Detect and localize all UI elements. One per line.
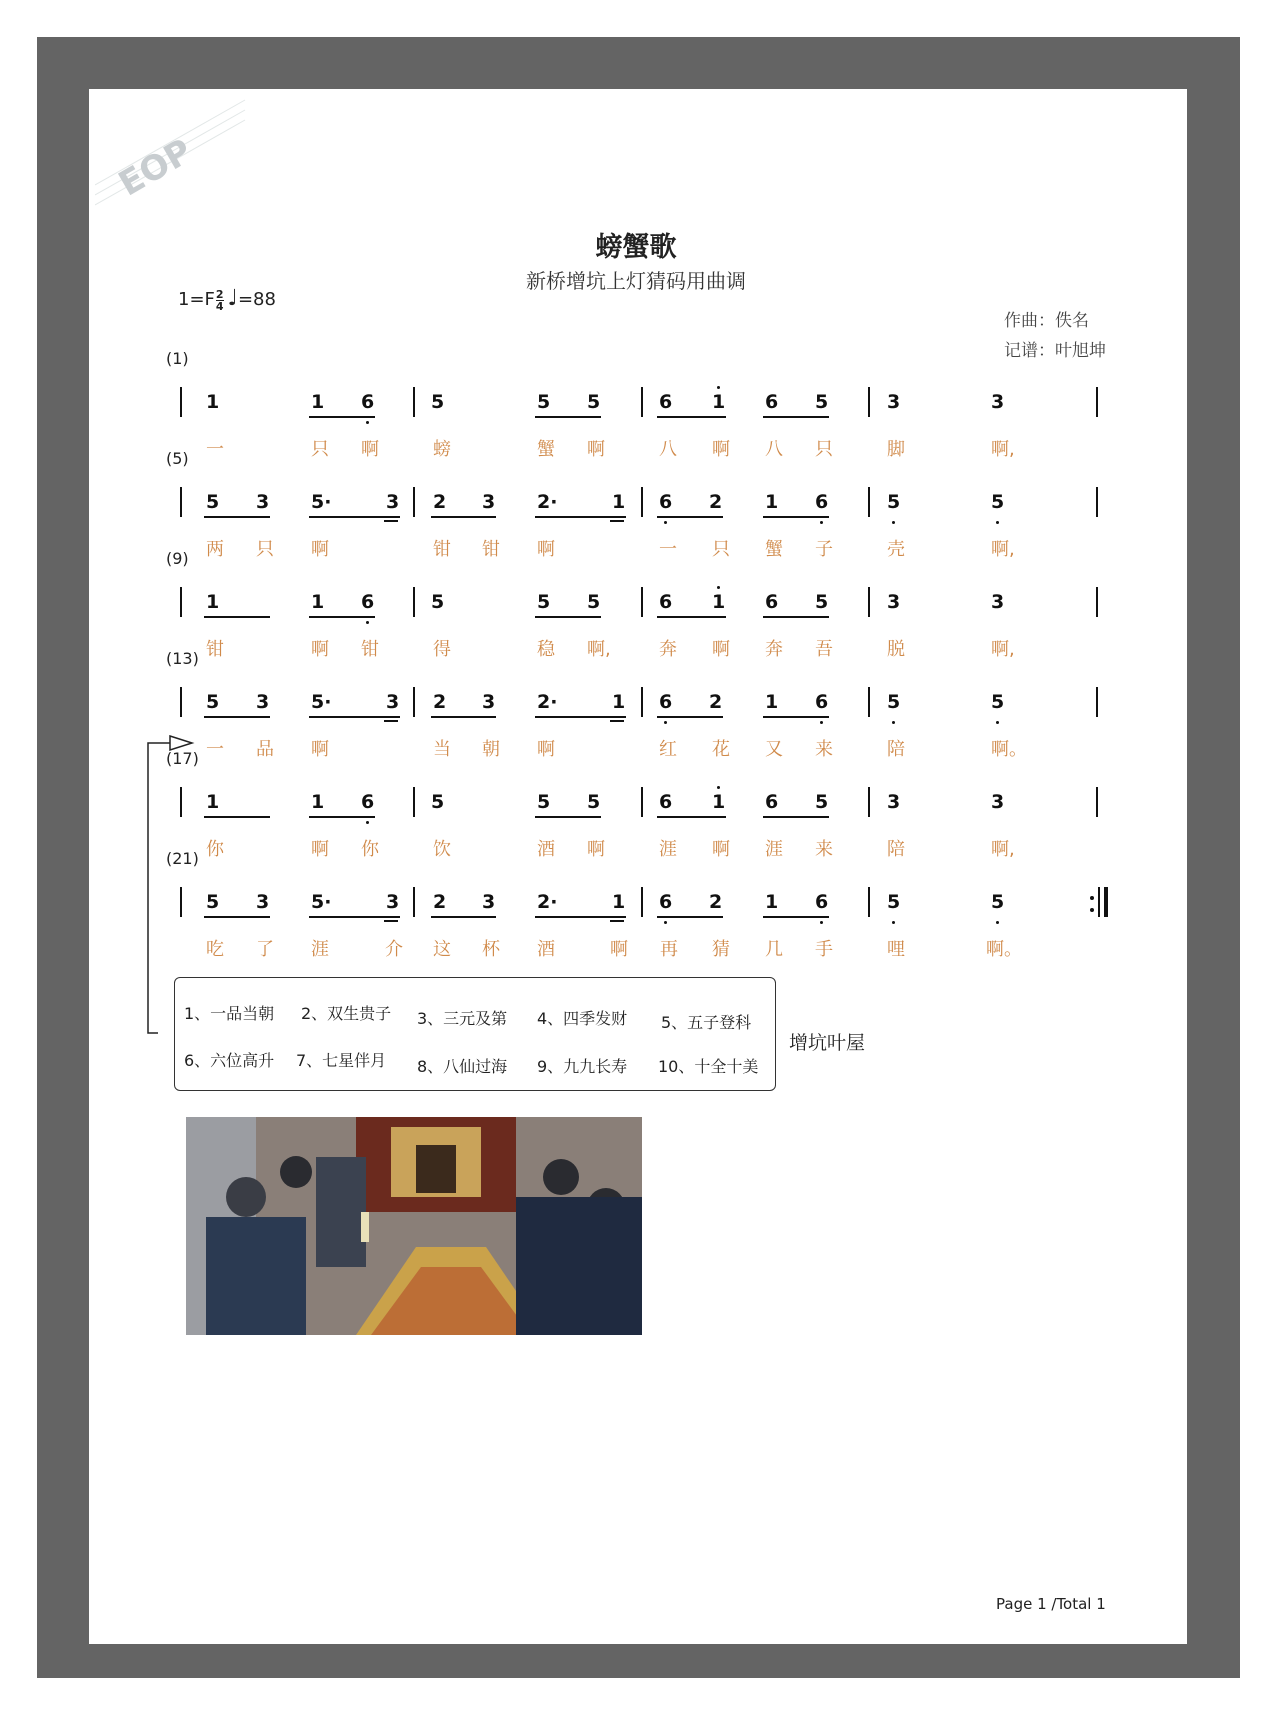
- note: 6: [659, 391, 673, 413]
- note: 3: [482, 691, 496, 713]
- bar-line: [413, 587, 415, 617]
- note: 2: [709, 691, 723, 713]
- lyric-char: 子: [815, 539, 833, 560]
- song-subtitle: 新桥增坑上灯猜码用曲调: [526, 269, 746, 293]
- note: 5: [206, 691, 220, 713]
- guessing-term: 7、七星伴月: [296, 1051, 387, 1070]
- octave-dot-low: [996, 921, 999, 924]
- note: 1: [712, 791, 726, 813]
- lyric-char: 只: [815, 439, 833, 460]
- lyric-char: 了: [256, 939, 274, 960]
- note: 2·: [537, 691, 558, 713]
- note: 5: [537, 791, 551, 813]
- lyric-char: 钳: [433, 539, 451, 560]
- guessing-term: 9、九九长寿: [537, 1057, 628, 1076]
- lyric-char: 再: [660, 939, 678, 960]
- bar-line: [641, 387, 643, 417]
- guessing-term: 4、四季发财: [537, 1009, 628, 1028]
- lyric-char: 啊: [537, 739, 555, 760]
- song-title: 螃蟹歌: [595, 232, 677, 263]
- note: 3: [887, 391, 901, 413]
- beam-line-double: [384, 720, 398, 722]
- note: 3: [887, 791, 901, 813]
- lyric-char: 啊。: [991, 739, 1027, 760]
- note: 5: [587, 391, 601, 413]
- note: 5: [815, 791, 829, 813]
- lyric-char: 吃: [206, 939, 224, 960]
- octave-dot-low: [892, 721, 895, 724]
- page-indicator: Page 1 /Total 1: [996, 1595, 1106, 1613]
- lyric-char: 红: [659, 739, 677, 760]
- note: 2: [709, 891, 723, 913]
- note: 5: [887, 891, 901, 913]
- note: 5: [587, 591, 601, 613]
- guessing-term: 10、十全十美: [658, 1057, 759, 1076]
- note: 5: [537, 391, 551, 413]
- lyric-char: 陪: [887, 739, 905, 760]
- beam-line: [431, 916, 496, 918]
- beam-line: [657, 516, 723, 518]
- note: 5: [431, 391, 445, 413]
- measure-number: (13): [166, 649, 199, 668]
- note: 5: [991, 491, 1005, 513]
- bar-line: [413, 487, 415, 517]
- note: 6: [659, 691, 673, 713]
- beam-line: [535, 516, 626, 518]
- beam-line: [204, 616, 270, 618]
- note: 2: [433, 891, 447, 913]
- lyric-char: 啊: [712, 839, 730, 860]
- lyric-char: 奔: [659, 639, 677, 660]
- note: 5: [887, 691, 901, 713]
- lyric-char: 一: [659, 539, 677, 560]
- note: 3: [887, 591, 901, 613]
- lyric-char: 手: [815, 939, 833, 960]
- beam-line: [657, 416, 726, 418]
- octave-dot-low: [366, 621, 369, 624]
- bar-line: [641, 587, 643, 617]
- bar-line: [868, 487, 870, 517]
- lyric-char: 奔: [765, 639, 783, 660]
- beam-line: [431, 516, 496, 518]
- lyric-char: 啊: [712, 639, 730, 660]
- note: 1: [765, 891, 779, 913]
- note: 5: [991, 891, 1005, 913]
- eop-watermark-icon: [95, 90, 255, 220]
- note: 5: [815, 591, 829, 613]
- note: 5: [206, 491, 220, 513]
- transcriber: 记谱：叶旭坤: [1004, 341, 1106, 361]
- note: 2·: [537, 491, 558, 513]
- note: 3: [386, 891, 400, 913]
- tempo-value: =88: [237, 289, 276, 310]
- beam-line-double: [610, 920, 624, 922]
- beam-line: [204, 716, 270, 718]
- note: 2: [709, 491, 723, 513]
- guessing-term: 1、一品当朝: [184, 1004, 275, 1023]
- lyric-char: 吾: [815, 639, 833, 660]
- note: 1: [206, 391, 220, 413]
- note: 5: [587, 791, 601, 813]
- note: 6: [815, 491, 829, 513]
- octave-dot-low: [996, 521, 999, 524]
- lyric-char: 酒: [537, 939, 555, 960]
- repeat-dot: [1090, 908, 1094, 912]
- bar-line: [1096, 487, 1098, 517]
- bar-line: [180, 587, 182, 617]
- octave-dot-low: [820, 521, 823, 524]
- beam-line: [657, 816, 726, 818]
- lyric-char: 花: [712, 739, 730, 760]
- festival-photo: [186, 1117, 642, 1335]
- octave-dot-high: [717, 386, 720, 389]
- time-signature: [216, 289, 224, 312]
- beam-line: [763, 716, 829, 718]
- note: 6: [765, 391, 779, 413]
- note: 1: [712, 391, 726, 413]
- lyric-char: 你: [361, 839, 379, 860]
- lyric-char: 钳: [482, 539, 500, 560]
- beam-line: [535, 816, 601, 818]
- lyric-char: 哩: [887, 939, 905, 960]
- note: 1: [612, 891, 626, 913]
- note: 6: [659, 491, 673, 513]
- note: 6: [815, 691, 829, 713]
- bar-line: [641, 887, 643, 917]
- lyric-char: 杯: [482, 939, 500, 960]
- note: 1: [206, 591, 220, 613]
- lyric-char: 钳: [361, 639, 379, 660]
- note: 5·: [311, 491, 332, 513]
- note: 1: [311, 391, 325, 413]
- lyric-char: 一: [206, 739, 224, 760]
- measure-number: (5): [166, 449, 189, 468]
- note: 3: [256, 891, 270, 913]
- note: 2·: [537, 891, 558, 913]
- lyric-char: 当: [433, 739, 451, 760]
- beam-line: [763, 516, 829, 518]
- note: 3: [256, 691, 270, 713]
- note: 1: [712, 591, 726, 613]
- bar-line: [180, 487, 182, 517]
- village-label: 增坑叶屋: [789, 1032, 866, 1054]
- note: 6: [659, 891, 673, 913]
- note: 6: [815, 891, 829, 913]
- lyric-char: 稳: [537, 639, 555, 660]
- lyric-char: 啊,: [991, 539, 1015, 560]
- note: 5: [537, 591, 551, 613]
- guessing-term: 2、双生贵子: [301, 1004, 392, 1023]
- lyric-char: 啊: [610, 939, 628, 960]
- watermark-text: EOP: [112, 131, 199, 205]
- note: 5: [887, 491, 901, 513]
- lyric-char: 脱: [887, 639, 905, 660]
- lyric-char: 啊: [712, 439, 730, 460]
- lyric-char: 涯: [659, 839, 677, 860]
- note: 6: [659, 591, 673, 613]
- beam-line: [309, 816, 375, 818]
- lyric-char: 又: [765, 739, 783, 760]
- beam-line: [309, 716, 400, 718]
- octave-dot-low: [366, 421, 369, 424]
- note: 1: [311, 591, 325, 613]
- guessing-terms-box: [174, 977, 776, 1091]
- note: 3: [386, 691, 400, 713]
- note: 2: [433, 491, 447, 513]
- beam-line-double: [384, 520, 398, 522]
- beam-line-double: [610, 720, 624, 722]
- beam-line: [431, 716, 496, 718]
- bar-line: [413, 387, 415, 417]
- bar-line: [180, 687, 182, 717]
- octave-dot-low: [366, 821, 369, 824]
- octave-dot-low: [664, 921, 667, 924]
- note: 6: [361, 791, 375, 813]
- bar-line: [413, 787, 415, 817]
- bar-line: [1096, 587, 1098, 617]
- beam-line: [309, 516, 400, 518]
- lyric-char: 饮: [433, 839, 451, 860]
- beam-line: [763, 816, 829, 818]
- note: 6: [361, 391, 375, 413]
- note: 6: [765, 791, 779, 813]
- quarter-note-icon: ♩: [227, 286, 238, 311]
- note: 1: [206, 791, 220, 813]
- beam-line: [535, 616, 601, 618]
- bar-line: [868, 587, 870, 617]
- bar-line: [868, 887, 870, 917]
- beam-line: [535, 916, 626, 918]
- note: 6: [361, 591, 375, 613]
- lyric-char: 啊: [311, 739, 329, 760]
- lyric-char: 几: [765, 939, 783, 960]
- lyric-char: 螃: [433, 439, 451, 460]
- note: 1: [311, 791, 325, 813]
- lyric-char: 啊,: [587, 639, 611, 660]
- guessing-term: 3、三元及第: [417, 1009, 508, 1028]
- guessing-term: 8、八仙过海: [417, 1057, 508, 1076]
- bar-line: [641, 687, 643, 717]
- lyric-char: 品: [256, 739, 274, 760]
- lyric-char: 介: [385, 939, 403, 960]
- note: 1: [765, 491, 779, 513]
- note: 6: [765, 591, 779, 613]
- beam-line: [763, 416, 829, 418]
- lyric-char: 只: [311, 439, 329, 460]
- lyric-char: 得: [433, 639, 451, 660]
- octave-dot-low: [664, 521, 667, 524]
- lyric-char: 啊: [311, 639, 329, 660]
- note: 5·: [311, 691, 332, 713]
- octave-dot-low: [996, 721, 999, 724]
- lyric-char: 啊,: [991, 839, 1015, 860]
- measure-number: (9): [166, 549, 189, 568]
- lyric-char: 猜: [712, 939, 730, 960]
- repeat-dot: [1090, 896, 1094, 900]
- lyric-char: 一: [206, 439, 224, 460]
- lyric-char: 壳: [887, 539, 905, 560]
- lyric-char: 蟹: [765, 539, 783, 560]
- note: 5: [206, 891, 220, 913]
- beam-line: [763, 916, 829, 918]
- bar-line: [180, 387, 182, 417]
- lyric-char: 陪: [887, 839, 905, 860]
- lyric-char: 蟹: [537, 439, 555, 460]
- lyric-char: 来: [815, 839, 833, 860]
- octave-dot-low: [892, 921, 895, 924]
- lyric-char: 啊: [311, 839, 329, 860]
- beam-line: [204, 516, 270, 518]
- note: 5: [431, 791, 445, 813]
- measure-number: (17): [166, 749, 199, 768]
- octave-dot-low: [664, 721, 667, 724]
- beam-line: [657, 616, 726, 618]
- bar-line: [868, 687, 870, 717]
- octave-dot-high: [717, 786, 720, 789]
- beam-line: [309, 916, 400, 918]
- lyric-char: 朝: [482, 739, 500, 760]
- lyric-char: 只: [256, 539, 274, 560]
- note: 5·: [311, 891, 332, 913]
- note: 3: [991, 391, 1005, 413]
- beam-line: [657, 716, 723, 718]
- bar-line: [1096, 687, 1098, 717]
- lyric-char: 脚: [887, 439, 905, 460]
- beam-line: [309, 616, 375, 618]
- beam-line-double: [610, 520, 624, 522]
- note: 5: [991, 691, 1005, 713]
- lyric-char: 啊: [537, 539, 555, 560]
- note: 2: [433, 691, 447, 713]
- key-signature: 1=F: [178, 289, 215, 310]
- note: 5: [815, 391, 829, 413]
- lyric-char: 啊,: [991, 439, 1015, 460]
- composer: 作曲：佚名: [1004, 311, 1089, 331]
- octave-dot-low: [892, 521, 895, 524]
- lyric-char: 八: [765, 439, 783, 460]
- guessing-term: 6、六位高升: [184, 1051, 275, 1070]
- note: 1: [612, 491, 626, 513]
- note: 6: [659, 791, 673, 813]
- bar-line: [413, 887, 415, 917]
- note: 3: [991, 791, 1005, 813]
- lyric-char: 啊: [311, 539, 329, 560]
- note: 5: [431, 591, 445, 613]
- beam-line: [204, 816, 270, 818]
- key-tempo: [178, 286, 276, 312]
- time-signature-bottom: 4: [215, 299, 224, 313]
- time-signature-top: 2: [215, 287, 224, 301]
- lyric-char: 两: [206, 539, 224, 560]
- beam-line-double: [384, 920, 398, 922]
- festival-photo-image: [186, 1117, 642, 1335]
- end-repeat-thick: [1104, 887, 1108, 917]
- measure-number: (21): [166, 849, 199, 868]
- lyric-char: 你: [206, 839, 224, 860]
- note: 3: [256, 491, 270, 513]
- bar-line: [1096, 387, 1098, 417]
- lyric-char: 酒: [537, 839, 555, 860]
- note: 3: [386, 491, 400, 513]
- octave-dot-high: [717, 586, 720, 589]
- note: 1: [765, 691, 779, 713]
- beam-line: [204, 916, 270, 918]
- note: 3: [482, 891, 496, 913]
- end-repeat-thin: [1098, 887, 1100, 917]
- note: 3: [991, 591, 1005, 613]
- lyric-char: 啊: [587, 439, 605, 460]
- lyric-char: 只: [712, 539, 730, 560]
- lyric-char: 来: [815, 739, 833, 760]
- lyric-char: 这: [433, 939, 451, 960]
- guessing-term: 5、五子登科: [661, 1013, 752, 1032]
- bar-line: [641, 487, 643, 517]
- measure-number: (1): [166, 349, 189, 368]
- lyric-char: 涯: [311, 939, 329, 960]
- beam-line: [535, 416, 601, 418]
- lyric-char: 涯: [765, 839, 783, 860]
- octave-dot-low: [820, 721, 823, 724]
- octave-dot-low: [820, 921, 823, 924]
- bar-line: [1096, 787, 1098, 817]
- lyric-char: 钳: [206, 639, 224, 660]
- beam-line: [535, 716, 626, 718]
- bar-line: [868, 387, 870, 417]
- beam-line: [763, 616, 829, 618]
- note: 3: [482, 491, 496, 513]
- lyric-char: 啊: [587, 839, 605, 860]
- lyric-char: 啊。: [986, 939, 1022, 960]
- bar-line: [413, 687, 415, 717]
- bar-line: [868, 787, 870, 817]
- lyric-char: 八: [659, 439, 677, 460]
- lyric-char: 啊,: [991, 639, 1015, 660]
- lyric-char: 啊: [361, 439, 379, 460]
- note: 1: [612, 691, 626, 713]
- beam-line: [657, 916, 723, 918]
- bar-line: [641, 787, 643, 817]
- beam-line: [309, 416, 375, 418]
